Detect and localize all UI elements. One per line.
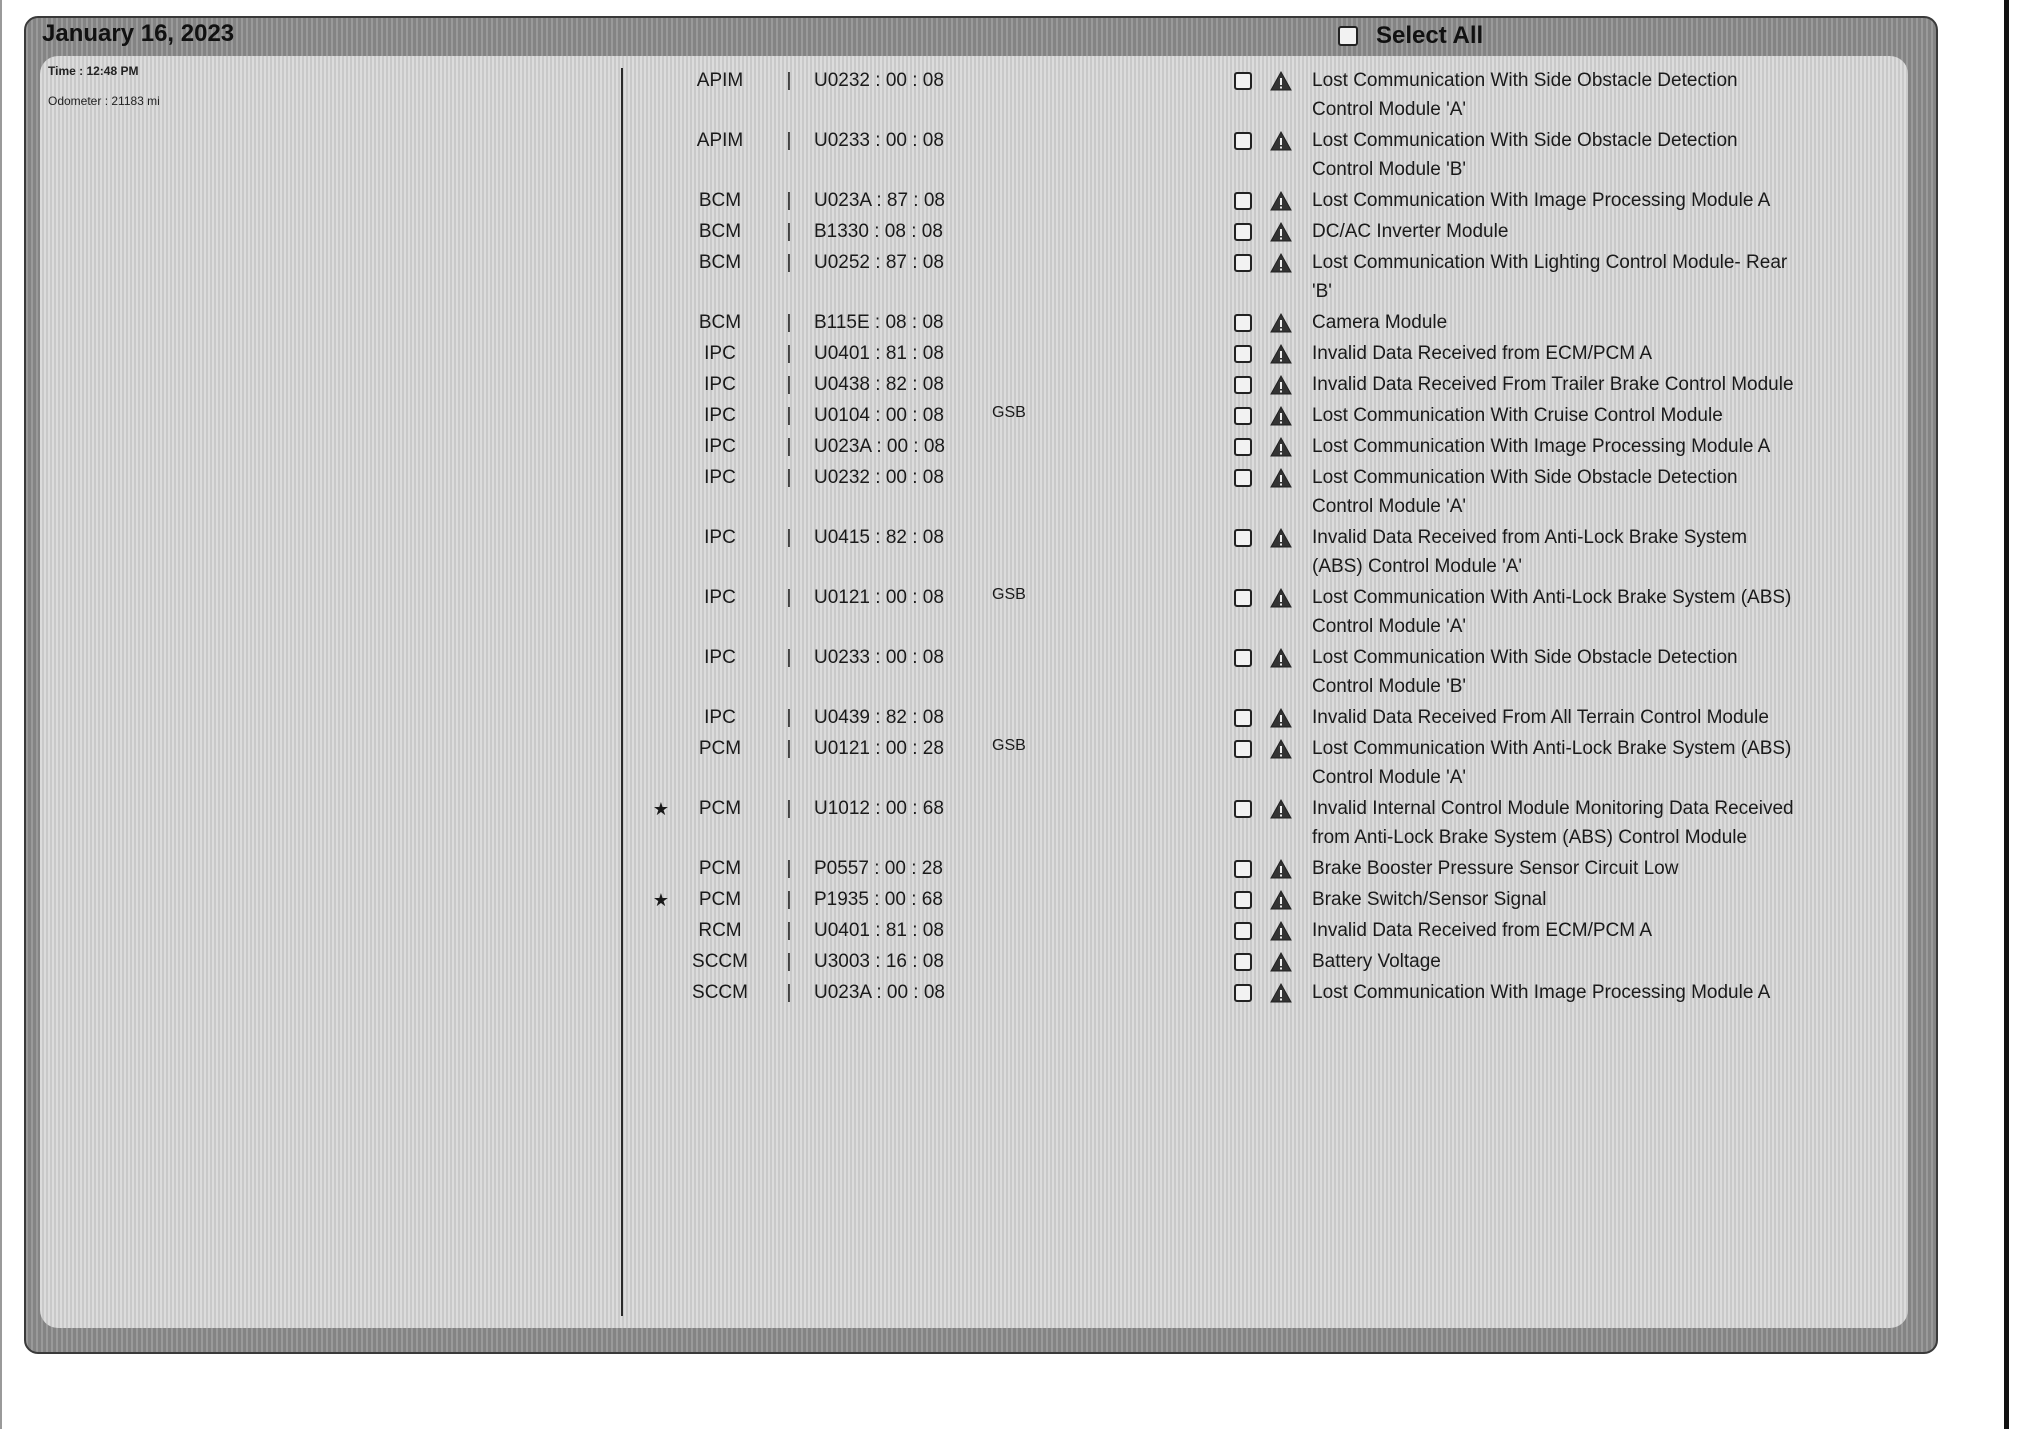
warning-cell	[1264, 341, 1312, 367]
dtc-code: U0232 : 00 : 08	[814, 467, 944, 488]
dtc-row	[640, 126, 1920, 186]
module-name: PCM	[698, 889, 742, 910]
gsb-link[interactable]: GSB	[992, 737, 1026, 754]
star-icon	[640, 372, 676, 398]
separator: |	[786, 858, 792, 879]
row-checkbox[interactable]	[1234, 800, 1252, 818]
dtc-row	[640, 703, 1920, 734]
dtc-description: Brake Switch/Sensor Signal	[1312, 889, 1547, 910]
column-divider	[621, 68, 623, 1316]
dtc-code: U0415 : 82 : 08	[814, 527, 944, 548]
module-name: PCM	[698, 798, 742, 819]
module-name: IPC	[704, 467, 736, 488]
select-all-label: Select All	[1376, 22, 1484, 49]
dtc-description: Lost Communication With Image Processing Module A	[1312, 190, 1771, 211]
warning-triangle-icon	[1270, 131, 1292, 151]
dtc-description: Lost Communication With Side Obstacle Detection Control Module 'A'	[1312, 467, 1738, 517]
row-checkbox[interactable]	[1234, 407, 1252, 425]
row-checkbox-cell[interactable]	[1234, 705, 1264, 731]
dtc-row	[640, 854, 1920, 885]
star-icon	[640, 403, 676, 429]
odometer-readout: Odometer : 21183 mi	[48, 94, 160, 108]
module-name: BCM	[698, 312, 742, 333]
dtc-code: U0401 : 81 : 08	[814, 920, 944, 941]
warning-cell	[1264, 250, 1312, 276]
row-checkbox-cell[interactable]	[1234, 465, 1264, 491]
warning-cell	[1264, 585, 1312, 611]
warning-cell	[1264, 68, 1312, 94]
module-name: SCCM	[692, 951, 748, 972]
module-name: IPC	[704, 374, 736, 395]
warning-triangle-icon	[1270, 191, 1292, 211]
dtc-description: Camera Module	[1312, 312, 1448, 333]
module-name: BCM	[698, 252, 742, 273]
row-checkbox-cell[interactable]	[1234, 341, 1264, 367]
warning-cell	[1264, 918, 1312, 944]
star-icon	[640, 705, 676, 731]
separator: |	[786, 647, 792, 668]
warning-cell	[1264, 372, 1312, 398]
warning-cell	[1264, 434, 1312, 460]
separator: |	[786, 343, 792, 364]
row-checkbox[interactable]	[1234, 953, 1252, 971]
separator: |	[786, 920, 792, 941]
star-icon	[640, 68, 676, 94]
dtc-description: Lost Communication With Side Obstacle Detection Control Module 'B'	[1312, 647, 1738, 697]
gsb-link[interactable]: GSB	[992, 586, 1026, 603]
dtc-row	[640, 66, 1920, 126]
dtc-code: U0121 : 00 : 08	[814, 587, 944, 608]
dtc-row	[640, 217, 1920, 248]
module-name: BCM	[698, 221, 742, 242]
warning-triangle-icon	[1270, 983, 1292, 1003]
row-checkbox[interactable]	[1234, 254, 1252, 272]
dtc-description: Lost Communication With Cruise Control Module	[1312, 405, 1723, 426]
dtc-row	[640, 885, 1920, 916]
dtc-code: U0252 : 87 : 08	[814, 252, 944, 273]
warning-triangle-icon	[1270, 313, 1292, 333]
warning-triangle-icon	[1270, 71, 1292, 91]
row-checkbox[interactable]	[1234, 529, 1252, 547]
dtc-code: U0121 : 00 : 28	[814, 738, 944, 759]
warning-triangle-icon	[1270, 648, 1292, 668]
module-name: IPC	[704, 707, 736, 728]
dtc-description: Lost Communication With Side Obstacle Detection Control Module 'A'	[1312, 70, 1738, 120]
dtc-row	[640, 947, 1920, 978]
row-checkbox[interactable]	[1234, 891, 1252, 909]
row-checkbox[interactable]	[1234, 740, 1252, 758]
dtc-code: U023A : 00 : 08	[814, 982, 945, 1003]
row-checkbox-cell[interactable]	[1234, 949, 1264, 975]
dtc-list	[640, 66, 1920, 1009]
separator: |	[786, 190, 792, 211]
time-readout: Time : 12:48 PM	[48, 64, 139, 78]
dtc-description: Lost Communication With Lighting Control Module- Rear 'B'	[1312, 252, 1788, 302]
dtc-row	[640, 186, 1920, 217]
dtc-description: Invalid Data Received from ECM/PCM A	[1312, 920, 1653, 941]
star-icon	[640, 219, 676, 245]
row-checkbox-cell[interactable]	[1234, 434, 1264, 460]
warning-cell	[1264, 465, 1312, 491]
star-icon: ★	[652, 890, 670, 910]
module-name: IPC	[704, 343, 736, 364]
row-checkbox-cell[interactable]	[1234, 188, 1264, 214]
row-checkbox-cell[interactable]	[1234, 403, 1264, 429]
warning-cell	[1264, 980, 1312, 1006]
dtc-code: U0232 : 00 : 08	[814, 70, 944, 91]
row-checkbox[interactable]	[1234, 72, 1252, 90]
module-name: RCM	[698, 920, 742, 941]
warning-cell	[1264, 736, 1312, 762]
dtc-code: P1935 : 00 : 68	[814, 889, 943, 910]
select-all-control[interactable]	[1338, 22, 1483, 50]
star-icon	[640, 341, 676, 367]
row-checkbox-cell[interactable]	[1234, 856, 1264, 882]
dtc-description: Invalid Data Received from ECM/PCM A	[1312, 343, 1653, 364]
separator: |	[786, 951, 792, 972]
star-icon	[640, 736, 676, 762]
dtc-row	[640, 339, 1920, 370]
warning-triangle-icon	[1270, 739, 1292, 759]
separator: |	[786, 587, 792, 608]
warning-cell	[1264, 525, 1312, 551]
dtc-row	[640, 523, 1920, 583]
module-name: APIM	[696, 130, 744, 151]
module-name: IPC	[704, 405, 736, 426]
warning-triangle-icon	[1270, 344, 1292, 364]
dtc-description: Invalid Internal Control Module Monitoring Data Received from Anti-Lock Brake System (ABS) Control Module	[1312, 798, 1794, 848]
row-checkbox-cell[interactable]	[1234, 525, 1264, 551]
warning-cell	[1264, 188, 1312, 214]
warning-triangle-icon	[1270, 253, 1292, 273]
dtc-description: DC/AC Inverter Module	[1312, 221, 1509, 242]
separator: |	[786, 221, 792, 242]
dtc-description: Lost Communication With Anti-Lock Brake System (ABS) Control Module 'A'	[1312, 738, 1792, 788]
row-checkbox[interactable]	[1234, 469, 1252, 487]
separator: |	[786, 312, 792, 333]
dtc-row	[640, 248, 1920, 308]
warning-cell	[1264, 219, 1312, 245]
dtc-code: U1012 : 00 : 68	[814, 798, 944, 819]
module-name: BCM	[698, 190, 742, 211]
module-name: SCCM	[692, 982, 748, 1003]
warning-triangle-icon	[1270, 406, 1292, 426]
warning-triangle-icon	[1270, 952, 1292, 972]
star-icon	[640, 310, 676, 336]
warning-triangle-icon	[1270, 708, 1292, 728]
dtc-row	[640, 734, 1920, 794]
dtc-description: Brake Booster Pressure Sensor Circuit Low	[1312, 858, 1679, 879]
dtc-description: Invalid Data Received from Anti-Lock Brake System (ABS) Control Module 'A'	[1312, 527, 1748, 577]
dtc-row	[640, 794, 1920, 854]
row-checkbox-cell[interactable]	[1234, 980, 1264, 1006]
dtc-row	[640, 583, 1920, 643]
row-checkbox-cell[interactable]	[1234, 128, 1264, 154]
dtc-code: U0438 : 82 : 08	[814, 374, 944, 395]
dtc-row	[640, 308, 1920, 339]
dtc-row	[640, 643, 1920, 703]
separator: |	[786, 982, 792, 1003]
row-checkbox-cell[interactable]	[1234, 796, 1264, 822]
warning-triangle-icon	[1270, 528, 1292, 548]
report-date: January 16, 2023	[42, 20, 235, 47]
dtc-row	[640, 978, 1920, 1009]
row-checkbox[interactable]	[1234, 192, 1252, 210]
separator: |	[786, 130, 792, 151]
dtc-code: B1330 : 08 : 08	[814, 221, 943, 242]
star-icon	[640, 128, 676, 154]
warning-triangle-icon	[1270, 375, 1292, 395]
module-name: PCM	[698, 738, 742, 759]
row-checkbox-cell[interactable]	[1234, 68, 1264, 94]
row-checkbox[interactable]	[1234, 984, 1252, 1002]
row-checkbox[interactable]	[1234, 132, 1252, 150]
star-icon	[640, 856, 676, 882]
warning-cell	[1264, 310, 1312, 336]
warning-triangle-icon	[1270, 437, 1292, 457]
warning-cell	[1264, 705, 1312, 731]
row-checkbox[interactable]	[1234, 376, 1252, 394]
warning-cell	[1264, 887, 1312, 913]
dtc-description: Invalid Data Received From All Terrain Control Module	[1312, 707, 1769, 728]
module-name: APIM	[696, 70, 744, 91]
dtc-code: B115E : 08 : 08	[814, 312, 944, 333]
row-checkbox-cell[interactable]	[1234, 250, 1264, 276]
warning-cell	[1264, 403, 1312, 429]
row-checkbox[interactable]	[1234, 709, 1252, 727]
separator: |	[786, 738, 792, 759]
row-checkbox[interactable]	[1234, 649, 1252, 667]
star-icon	[640, 585, 676, 611]
separator: |	[786, 70, 792, 91]
dtc-code: U0439 : 82 : 08	[814, 707, 944, 728]
star-icon	[640, 250, 676, 276]
row-checkbox-cell[interactable]	[1234, 918, 1264, 944]
warning-triangle-icon	[1270, 222, 1292, 242]
warning-triangle-icon	[1270, 859, 1292, 879]
dtc-row	[640, 432, 1920, 463]
star-icon	[640, 525, 676, 551]
dtc-code: U3003 : 16 : 08	[814, 951, 944, 972]
dtc-description: Invalid Data Received From Trailer Brake Control Module	[1312, 374, 1794, 395]
warning-cell	[1264, 796, 1312, 822]
separator: |	[786, 707, 792, 728]
dtc-row	[640, 463, 1920, 523]
star-icon	[640, 918, 676, 944]
row-checkbox[interactable]	[1234, 223, 1252, 241]
warning-triangle-icon	[1270, 921, 1292, 941]
row-checkbox-cell[interactable]	[1234, 585, 1264, 611]
row-checkbox[interactable]	[1234, 860, 1252, 878]
warning-triangle-icon	[1270, 588, 1292, 608]
dtc-code: U0104 : 00 : 08	[814, 405, 944, 426]
gsb-link[interactable]: GSB	[992, 404, 1026, 421]
star-icon	[640, 949, 676, 975]
warning-triangle-icon	[1270, 799, 1292, 819]
star-icon	[640, 188, 676, 214]
row-checkbox-cell[interactable]	[1234, 219, 1264, 245]
warning-cell	[1264, 645, 1312, 671]
separator: |	[786, 374, 792, 395]
dtc-code: U0233 : 00 : 08	[814, 647, 944, 668]
page-edge-left	[0, 0, 2, 1429]
row-checkbox[interactable]	[1234, 314, 1252, 332]
dtc-row	[640, 916, 1920, 947]
dtc-description: Lost Communication With Side Obstacle Detection Control Module 'B'	[1312, 130, 1738, 180]
star-icon	[640, 434, 676, 460]
module-name: PCM	[698, 858, 742, 879]
module-name: IPC	[704, 527, 736, 548]
warning-triangle-icon	[1270, 468, 1292, 488]
dtc-code: U023A : 00 : 08	[814, 436, 945, 457]
row-checkbox-cell[interactable]	[1234, 372, 1264, 398]
row-checkbox-cell[interactable]	[1234, 736, 1264, 762]
separator: |	[786, 798, 792, 819]
module-name: IPC	[704, 587, 736, 608]
module-name: IPC	[704, 647, 736, 668]
select-all-checkbox[interactable]	[1338, 26, 1358, 46]
separator: |	[786, 436, 792, 457]
page-edge-right	[2004, 0, 2009, 1429]
warning-cell	[1264, 949, 1312, 975]
star-icon	[640, 645, 676, 671]
separator: |	[786, 889, 792, 910]
dtc-row	[640, 370, 1920, 401]
dtc-code: U0233 : 00 : 08	[814, 130, 944, 151]
star-icon	[640, 980, 676, 1006]
dtc-description: Lost Communication With Image Processing Module A	[1312, 982, 1771, 1003]
warning-cell	[1264, 856, 1312, 882]
row-checkbox[interactable]	[1234, 345, 1252, 363]
dtc-code: U023A : 87 : 08	[814, 190, 945, 211]
row-checkbox[interactable]	[1234, 438, 1252, 456]
star-icon	[640, 465, 676, 491]
separator: |	[786, 527, 792, 548]
dtc-row	[640, 401, 1920, 432]
star-icon: ★	[652, 799, 670, 819]
separator: |	[786, 252, 792, 273]
dtc-description: Lost Communication With Image Processing Module A	[1312, 436, 1771, 457]
dtc-description: Lost Communication With Anti-Lock Brake System (ABS) Control Module 'A'	[1312, 587, 1792, 637]
warning-triangle-icon	[1270, 890, 1292, 910]
row-checkbox-cell[interactable]	[1234, 645, 1264, 671]
row-checkbox-cell[interactable]	[1234, 887, 1264, 913]
separator: |	[786, 405, 792, 426]
module-name: IPC	[704, 436, 736, 457]
row-checkbox-cell[interactable]	[1234, 310, 1264, 336]
dtc-code: P0557 : 00 : 28	[814, 858, 943, 879]
warning-cell	[1264, 128, 1312, 154]
dtc-description: Battery Voltage	[1312, 951, 1441, 972]
row-checkbox[interactable]	[1234, 589, 1252, 607]
dtc-code: U0401 : 81 : 08	[814, 343, 944, 364]
separator: |	[786, 467, 792, 488]
row-checkbox[interactable]	[1234, 922, 1252, 940]
